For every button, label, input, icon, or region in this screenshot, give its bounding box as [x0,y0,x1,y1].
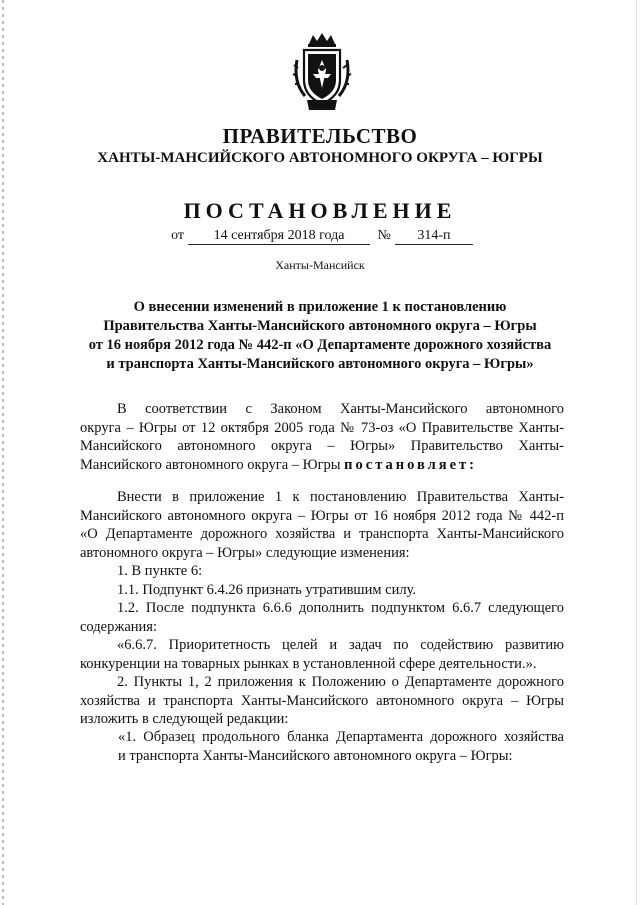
date-number-line [0,228,640,245]
number-label: № [377,228,391,243]
paragraph-line: и транспорта Ханты-Мансийского автономного округа – Югры: [118,747,513,764]
form-sample-heading [118,728,564,765]
paragraph-text: Мансийского автономного округа – Югры [80,456,341,473]
item-1: 1. В пункте 6: [117,563,203,579]
paragraph-line: Мансийского автономного округа – Югры» Правительство Ханты- [80,438,564,454]
quoted-subclause: «6.6.7. Приоритетность целей и задач по содействию развитию [117,637,564,653]
paragraph-line: «О Департаменте дорожного хозяйства и транспорта Ханты-Мансийского [80,526,564,542]
subject-line: Правительства Ханты-Мансийского автономного округа – Югры [103,318,537,334]
paragraph-line: автономного округа – Югры» следующие изменения: [80,544,410,561]
resolves-emphasis: постановляет: [344,456,477,473]
paragraph-line: округа – Югры от 12 октября 2005 года № 73-оз «О Правительстве Ханты- [80,419,564,436]
subject-line: О внесении изменений в приложение 1 к постановлению [133,299,507,315]
coat-of-arms-emblem-icon [291,30,353,114]
paragraph-line: конкуренции на товарных рынках в установленной сфере деятельности.». [80,655,537,672]
paragraph-line [80,456,564,475]
date-prefix: от [171,228,185,243]
document-subject [80,298,560,374]
document-date: 14 сентября 2018 года [188,228,370,245]
document-type: ПОСТАНОВЛЕНИЕ [183,198,457,223]
item-1-2: 1.2. После подпункта 6.6.6 дополнить подпунктом 6.6.7 следующего [117,600,564,616]
paragraph-line: хозяйства и транспорта Ханты-Мансийского автономного округа – Югры [80,692,564,709]
government-title: ПРАВИТЕЛЬСТВО [222,124,418,148]
government-region: ХАНТЫ-МАНСИЙСКОГО АВТОНОМНОГО ОКРУГА – ЮГРЫ [97,150,543,166]
paragraph-line: изложить в следующей редакции: [80,711,289,727]
paragraph-line: «1. Образец продольного бланка Департамента дорожного хозяйства [118,729,564,745]
city-name: Ханты-Мансийск [275,258,365,272]
paragraph-line: Внести в приложение 1 к постановлению Правительства Ханты- [117,489,564,505]
paragraph-line: Мансийского автономного округа – Югры от 16 ноября 2012 года № 442-п [80,507,564,524]
paragraph-line: В соответствии с Законом Ханты-Мансийского автономного [117,401,564,417]
subject-line: и транспорта Ханты-Мансийского автономного округа – Югры» [106,356,534,372]
preamble-paragraph [80,400,564,474]
subject-line: от 16 ноября 2012 года № 442-п «О Департаменте дорожного хозяйства [88,337,552,353]
item-2: 2. Пункты 1, 2 приложения к Положению о Департаменте дорожного [117,674,564,690]
amendments-body [80,488,564,729]
document-number: 314-п [395,228,473,245]
item-1-1: 1.1. Подпункт 6.4.26 признать утратившим силу. [117,581,417,598]
paragraph-line: содержания: [80,618,158,635]
